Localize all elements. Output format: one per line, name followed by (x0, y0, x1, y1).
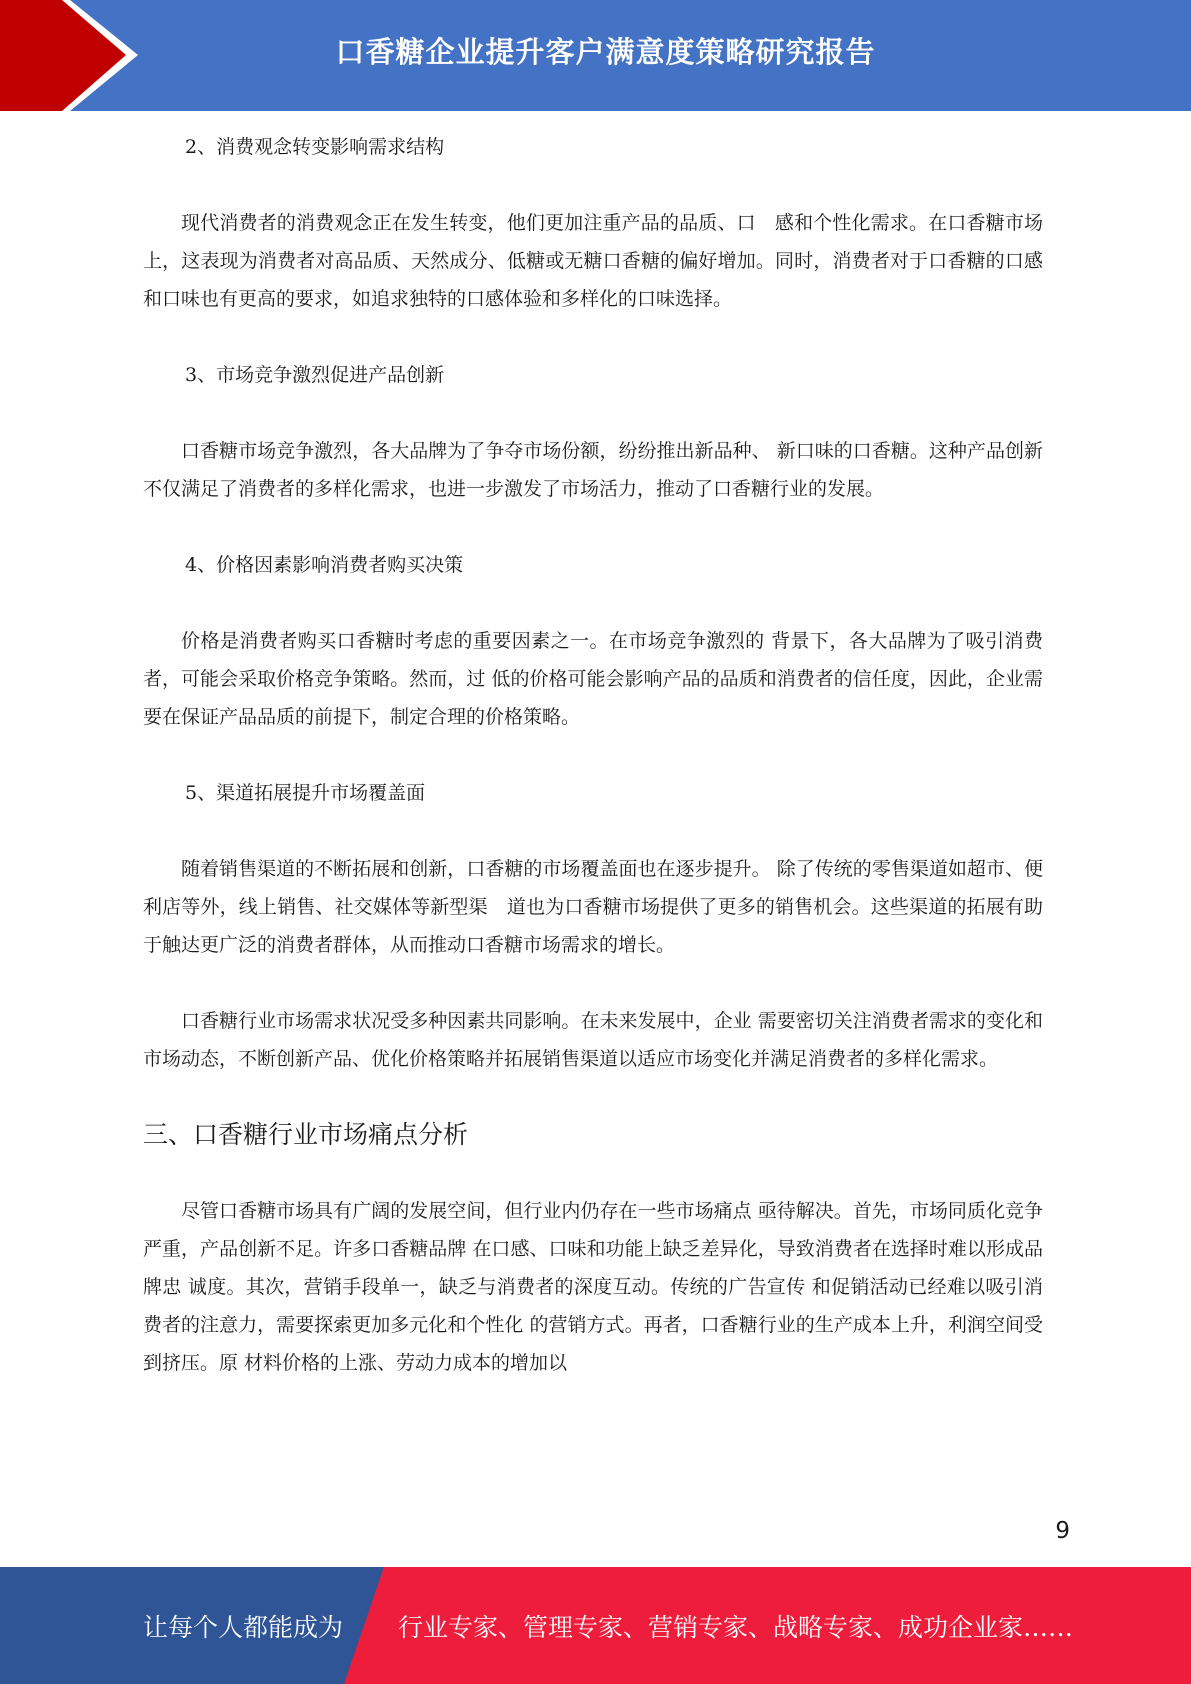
body-paragraph: 口香糖市场竞争激烈，各大品牌为了争夺市场份额，纷纷推出新品种、 新口味的口香糖。这种产品创新不仅满足了消费者的多样化需求，也进一步激发了市场活力，推动了口香糖行业的发展。 (143, 440, 1043, 500)
page-footer (0, 1567, 1191, 1684)
spacer (143, 584, 1043, 622)
spacer (143, 1078, 1043, 1116)
spacer (143, 318, 1043, 356)
document-body (143, 128, 1043, 1382)
footer-slogan-left: 让每个人都能成为 (143, 1612, 344, 1642)
body-paragraph: 尽管口香糖市场具有广阔的发展空间，但行业内仍存在一些市场痛点 亟待解决。首先，市场同质化竞争严重，产品创新不足。许多口香糖品牌 在口感、口味和功能上缺乏差异化，导致消费者在选择时难以形成品牌忠 诚度。其次，营销手段单一，缺乏与消费者的深度互动。传统的广告宣传 和促销活动已经难以吸引消费者的注意力，需要探索更加多元化和个性化 的营销方式。再者，口香糖行业的生产成本上升，利润空间受到挤压。原 材料价格的上涨、劳动力成本的增加以 (143, 1200, 1043, 1374)
body-paragraph: 口香糖行业市场需求状况受多种因素共同影响。在未来发展中，企业 需要密切关注消费者需求的变化和市场动态，不断创新产品、优化价格策略并拓展销售渠道以适应市场变化并满足消费者的多样化需求。 (143, 1010, 1043, 1070)
page-header (0, 0, 1191, 111)
spacer (143, 394, 1043, 432)
footer-slogan-right: 行业专家、管理专家、营销专家、战略专家、成功企业家…… (398, 1612, 1074, 1642)
spacer (143, 964, 1043, 1002)
subheading: 4、价格因素影响消费者购买决策 (185, 554, 464, 576)
subheading: 3、市场竞争激烈促进产品创新 (185, 364, 445, 386)
body-paragraph: 随着销售渠道的不断拓展和创新，口香糖的市场覆盖面也在逐步提升。 除了传统的零售渠道如超市、便利店等外，线上销售、社交媒体等新型渠 道也为口香糖市场提供了更多的销售机会。这些渠道的拓展有助于触达更广泛的消费者群体，从而推动口香糖市场需求的增长。 (143, 858, 1043, 956)
spacer (143, 166, 1043, 204)
report-title: 口香糖企业提升客户满意度策略研究报告 (335, 34, 876, 69)
spacer (143, 508, 1043, 546)
body-paragraph: 现代消费者的消费观念正在发生转变，他们更加注重产品的品质、口 感和个性化需求。在口香糖市场上，这表现为消费者对高品质、天然成分、低糖或无糖口香糖的偏好增加。同时，消费者对于口香糖的口感和口味也有更高的要求，如追求独特的口感体验和多样化的口味选择。 (143, 212, 1043, 310)
spacer (143, 812, 1043, 850)
spacer (143, 1154, 1043, 1192)
subheading: 5、渠道拓展提升市场覆盖面 (185, 782, 426, 804)
spacer (143, 736, 1043, 774)
body-paragraph: 价格是消费者购买口香糖时考虑的重要因素之一。在市场竞争激烈的 背景下，各大品牌为了吸引消费者，可能会采取价格竞争策略。然而，过 低的价格可能会影响产品的品质和消费者的信任度，因此，企业需要在保证产品品质的前提下，制定合理的价格策略。 (143, 630, 1043, 728)
section-heading: 三、口香糖行业市场痛点分析 (143, 1120, 469, 1149)
subheading: 2、消费观念转变影响需求结构 (185, 136, 445, 158)
page-number: 9 (1055, 1518, 1070, 1544)
